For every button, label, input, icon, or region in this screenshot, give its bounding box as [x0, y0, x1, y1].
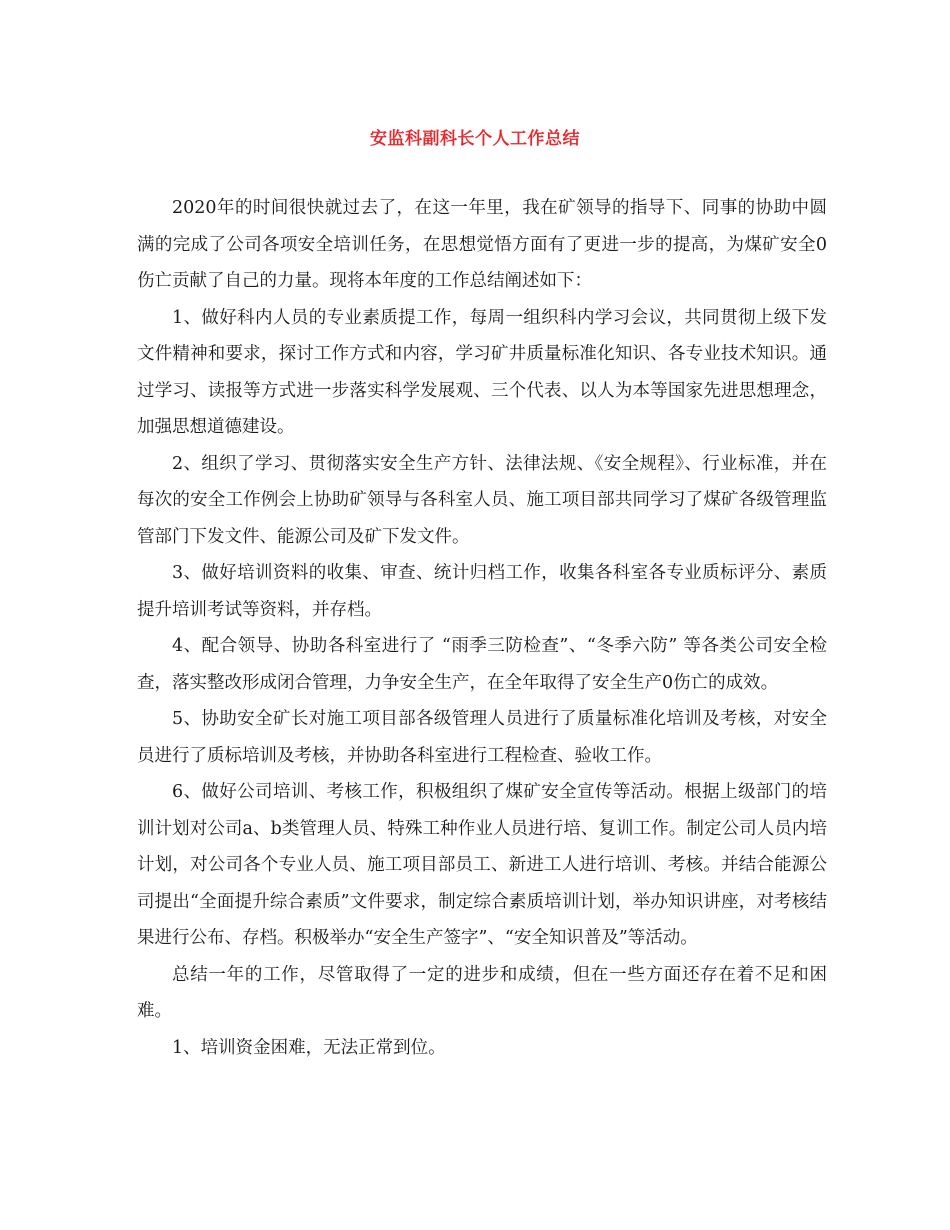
document-title: 安监科副科长个人工作总结 — [370, 129, 580, 149]
paragraph-item-6: 6、做好公司培训、考核工作，积极组织了煤矿安全宣传等活动。根据上级部门的培训计划对公司a、b类管理人员、特殊工种作业人员进行培、复训工作。制定公司人员内培计划，对公司各个专业人员、施工项目部员工、新进工人进行培训、考核。并结合能源公司提出“全面提升综合素质”文件要求，制定综合素质培训计划，举办知识讲座，对考核结果进行公布、存档。积极举办“安全生产签字”、“安全知识普及”等活动。 — [137, 782, 827, 948]
paragraph-intro: 2020年的时间很快就过去了，在这一年里，我在矿领导的指导下、同事的协助中圆满的完成了公司各项安全培训任务，在思想觉悟方面有了更进一步的提高，为煤矿安全0伤亡贡献了自己的力量。现将本年度的工作总结阐述如下： — [137, 198, 827, 291]
paragraph-item-5: 5、协助安全矿长对施工项目部各级管理人员进行了质量标准化培训及考核，对安全员进行了质标培训及考核，并协助各科室进行工程检查、验收工作。 — [137, 709, 827, 766]
document-body — [137, 190, 827, 1066]
paragraph-item-1: 1、做好科内人员的专业素质提工作，每周一组织科内学习会议，共同贯彻上级下发文件精神和要求，探讨工作方式和内容，学习矿井质量标准化知识、各专业技术知识。通过学习、读报等方式进一步落实科学发展观、三个代表、以人为本等国家先进思想理念，加强思想道德建设。 — [137, 307, 827, 437]
paragraph-summary: 总结一年的工作，尽管取得了一定的进步和成绩，但在一些方面还存在着不足和困难。 — [137, 964, 827, 1021]
paragraph-item-3: 3、做好培训资料的收集、审查、统计归档工作，收集各科室各专业质标评分、素质提升培训考试等资料，并存档。 — [137, 563, 827, 620]
paragraph-item-2: 2、组织了学习、贯彻落实安全生产方针、法律法规、《安全规程》、行业标准，并在每次的安全工作例会上协助矿领导与各科室人员、施工项目部共同学习了煤矿各级管理监管部门下发文件、能源公司及矿下发文件。 — [137, 453, 827, 547]
paragraph-difficulty-1: 1、培训资金困难，无法正常到位。 — [172, 1037, 446, 1058]
paragraph-item-4: 4、配合领导、协助各科室进行了 “雨季三防检查”、“冬季六防” 等各类公司安全检查，落实整改形成闭合管理，力争安全生产，在全年取得了安全生产0伤亡的成效。 — [137, 636, 827, 693]
